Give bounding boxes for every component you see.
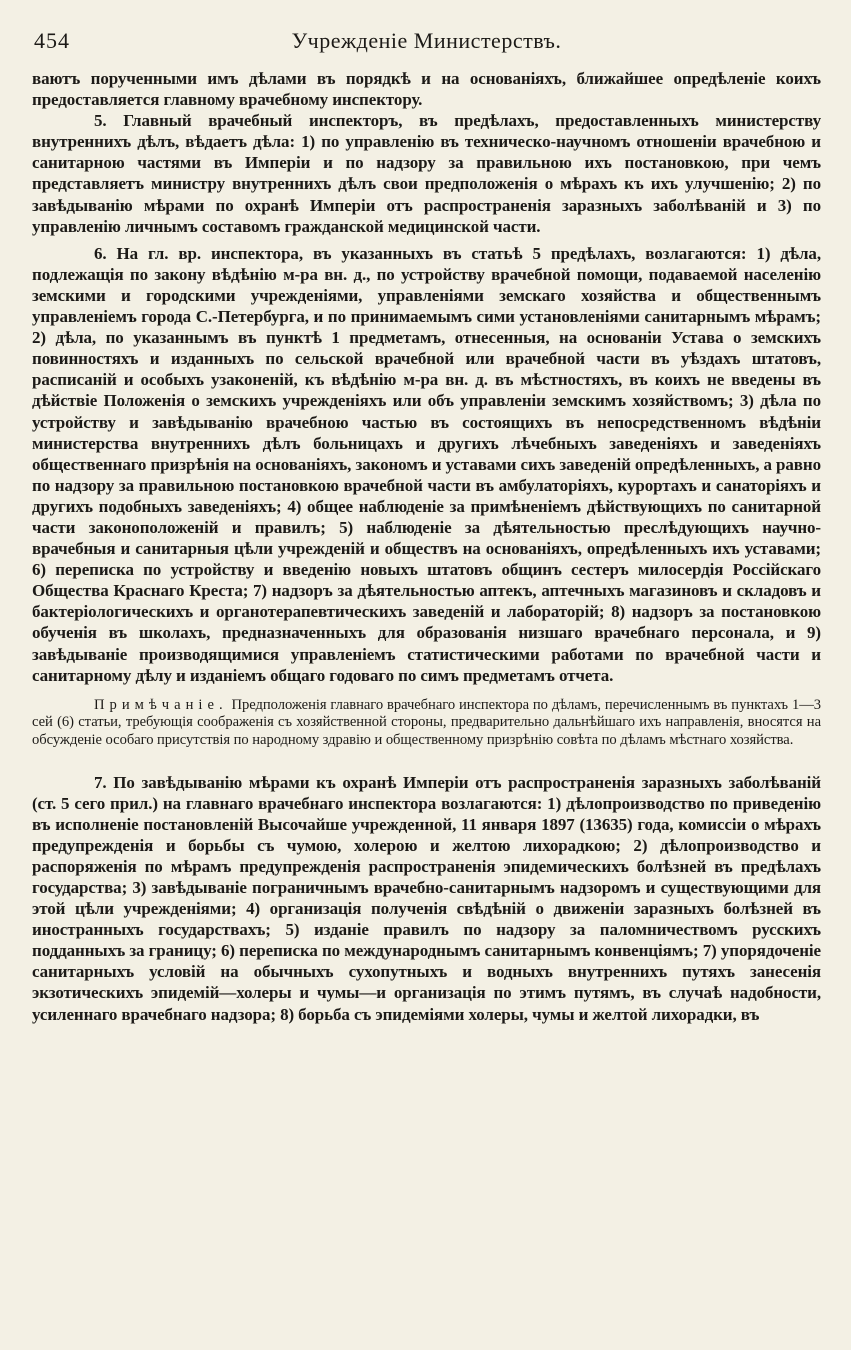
section-gap <box>32 750 821 772</box>
note-label: Примѣчаніе. <box>94 696 228 713</box>
article-5: 5. Главный врачебный инспекторъ, въ предѣлахъ, предоставленныхъ министерству внутреннихъ дѣлъ, вѣдаетъ дѣла: 1) по управленію въ техническо-научномъ отношеніи врачебною и санитарною частями въ Имперіи и по надзору за правильною ихъ постановкою, при чемъ представляетъ министру внутреннихъ дѣлъ свои предположенія о мѣрахъ къ ихъ улучшенію; 2) по завѣдыванію мѣрами по охранѣ Имперіи отъ распространенія заразныхъ заболѣваній и 3) по управленію личнымъ составомъ гражданской медицинской части. <box>32 111 821 236</box>
article-7: 7. По завѣдыванію мѣрами къ охранѣ Имперіи отъ распространенія заразныхъ заболѣваній (ст. 5 сего прил.) на главнаго врачебнаго инспектора возлагаются: 1) дѣлопроизводство по приведенію въ исполненіе постановленій Высочайше учрежденной, 11 января 1897 (13635) года, комиссіи о мѣрахъ предупрежденія и борьбы съ чумою, холерою и желтою лихорадкою; 2) дѣлопроизводство и распоряженія по мѣрамъ предупрежденія распространенія эпидемическихъ болѣзней въ предѣлахъ государства; 3) завѣдываніе пограничнымъ врачебно-санитарнымъ надзоромъ и существующими для этой цѣли учрежденіями; 4) организація полученія свѣдѣній о движеніи заразныхъ болѣзней въ иностранныхъ государствахъ; 5) изданіе правилъ по надзору за паломничествомъ русскихъ подданныхъ за границу; 6) переписка по международнымъ санитарнымъ конвенціямъ; 7) упорядоченіе санитарныхъ условій на обычныхъ сухопутныхъ и водныхъ внутреннихъ путяхъ занесенія экзотическихъ эпидемій—холеры и чумы—и организація по этимъ путямъ, въ случаѣ надобности, усиленнаго врачебнаго надзора; 8) борьба съ эпидеміями холеры, чумы и желтой лихорадки, въ <box>32 772 821 1024</box>
page-header <box>32 22 821 68</box>
running-title: Учрежденіе Министерствъ. <box>291 28 562 53</box>
page-number: 454 <box>34 28 70 53</box>
article-6: 6. На гл. вр. инспектора, въ указанныхъ въ статьѣ 5 предѣлахъ, возлагаются: 1) дѣла, подлежащія по закону вѣдѣнію м-ра вн. д., по устройству врачебной помощи, подаваемой населенію земскими и городскими учрежденіями, управленіями земскаго хозяйства и общественнымъ управленіемъ города С.-Петербурга, и по принимаемымъ сими установленіями санитарнымъ мѣрамъ; 2) дѣла, по указаннымъ въ пунктѣ 1 предметамъ, отнесенныя, на основаніи Устава о земскихъ повинностяхъ и изданныхъ по сельской врачебной или врачебной части въ уѣздахъ штатовъ, расписаній и особыхъ узаконеній, къ вѣдѣнію м-ра вн. д. въ мѣстностяхъ, въ коихъ не введены въ дѣйствіе Положенія о земскихъ учрежденіяхъ или объ управленіи земскимъ хозяйствомъ; 3) дѣла по устройству и завѣдыванію врачебною частью въ состоящихъ въ непосредственномъ вѣдѣніи министерства внутреннихъ дѣлъ больницахъ и другихъ лѣчебныхъ заведеніяхъ и заведеніяхъ общественнаго призрѣнія на основаніяхъ, закономъ и уставами сихъ заведеній опредѣленныхъ, а равно по надзору за правильною постановкою врачебной части въ амбулаторіяхъ, курортахъ и санаторіяхъ и другихъ подобныхъ заведеніяхъ; 4) общее наблюденіе за примѣненіемъ дѣйствующихъ по санитарной части законоположеній и правилъ; 5) наблюденіе за дѣятельностью преслѣдующихъ научно-врачебныя и санитарныя цѣли учрежденій и обществъ на основаніяхъ, опредѣленныхъ ихъ уставами; 6) переписка по устройству и введенію новыхъ штатовъ общинъ сестеръ милосердія Россійскаго Общества Краснаго Креста; 7) надзоръ за дѣятельностью аптекъ, аптечныхъ магазиновъ и складовъ и бактеріологическихъ и органотерапевтическихъ заведеній и лабораторій; 8) надзоръ за постановкою обученія въ школахъ, предназначенныхъ для образованія низшаго врачебнаго персонала, и 9) завѣдываніе производящимися управленіемъ статистическими работами по врачебной части и санитарному дѣлу и изданіемъ общаго годоваго по симъ предметамъ отчета. <box>32 243 821 685</box>
note <box>32 697 821 750</box>
note-text: Предположенія главнаго врачебнаго инспектора по дѣламъ, перечисленнымъ въ пунктахъ 1—3 сей (6) статьи, требующія соображенія съ хозяйственной стороны, предварительно дальнѣйшаго ихъ направленія, вносятся на обсужденіе особаго присутствія по народному здравію и общественному призрѣнію совѣта по дѣламъ мѣстнаго хозяйства. <box>32 696 821 748</box>
body-text <box>32 68 821 1025</box>
paragraph-continuation: ваютъ порученными имъ дѣлами въ порядкѣ и на основаніяхъ, ближайшее опредѣленіе коихъ предоставляется главному врачебному инспектору. <box>32 69 821 110</box>
